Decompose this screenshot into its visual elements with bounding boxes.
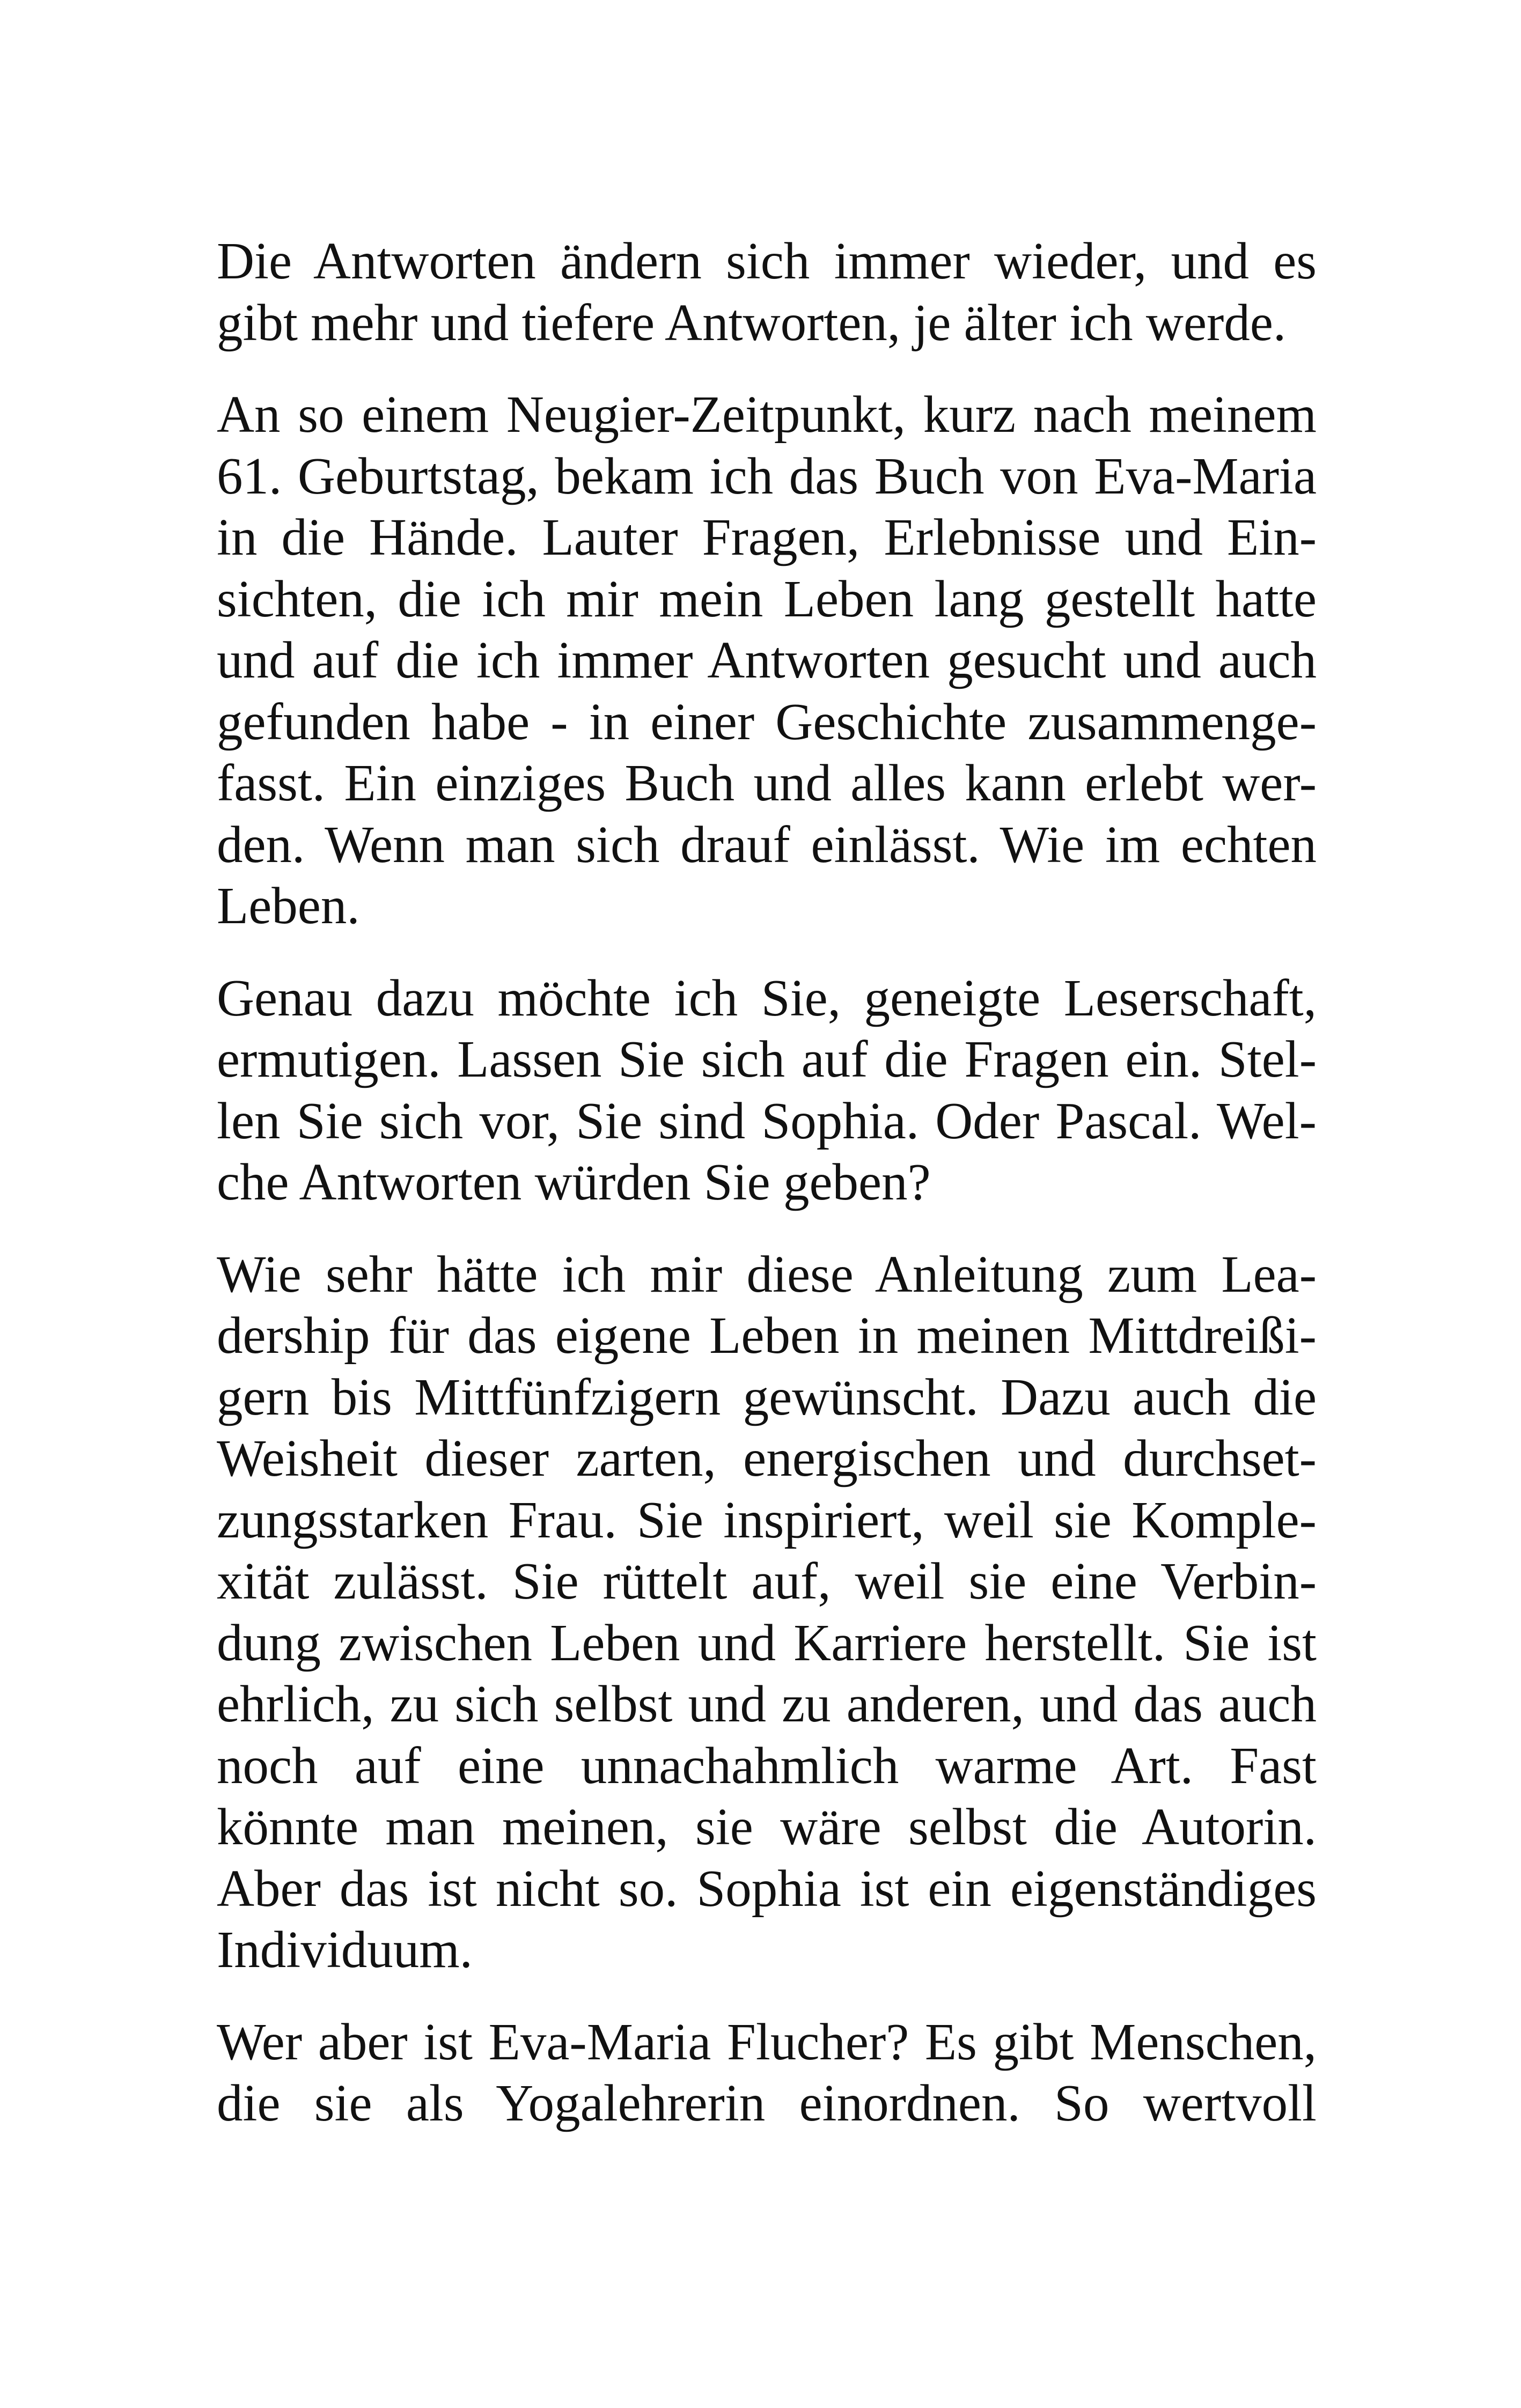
text-line: len Sie sich vor, Sie sind Sophia. Oder Pascal. Wel-	[217, 1092, 1317, 1150]
body-text	[217, 231, 1317, 2165]
paragraph-5	[217, 2012, 1317, 2134]
text-line: Genau dazu möchte ich Sie, geneigte Leserschaft,	[217, 969, 1317, 1027]
text-line: Individuum.	[217, 1921, 473, 1978]
text-line: Die Antworten ändern sich immer wieder, und es	[217, 232, 1317, 290]
text-line: 61. Geburtstag, bekam ich das Buch von Eva-Maria	[217, 447, 1317, 505]
text-line: in die Hände. Lauter Fragen, Erlebnisse und Ein-	[217, 509, 1317, 566]
paragraph-3	[217, 968, 1317, 1213]
text-line: und auf die ich immer Antworten gesucht und auch	[217, 631, 1317, 689]
text-line: Aber das ist nicht so. Sophia ist ein eigenständiges	[217, 1859, 1317, 1917]
text-line: ehrlich, zu sich selbst und zu anderen, und das auch	[217, 1675, 1317, 1733]
text-line: che Antworten würden Sie geben?	[217, 1153, 931, 1211]
text-line: dership für das eigene Leben in meinen Mittdreißi-	[217, 1307, 1317, 1364]
text-line: sichten, die ich mir mein Leben lang gestellt hatte	[217, 570, 1317, 628]
text-line: noch auf eine unnachahmlich warme Art. Fast	[217, 1736, 1317, 1794]
text-line: Leben.	[217, 877, 360, 934]
paragraph-1	[217, 231, 1317, 354]
text-line: die sie als Yogalehrerin einordnen. So wertvoll	[217, 2074, 1317, 2132]
text-line: fasst. Ein einziges Buch und alles kann erlebt wer-	[217, 754, 1317, 812]
text-line: An so einem Neugier-Zeitpunkt, kurz nach meinem	[217, 386, 1317, 443]
text-line: ermutigen. Lassen Sie sich auf die Fragen ein. Stel-	[217, 1030, 1317, 1088]
paragraph-2	[217, 384, 1317, 937]
text-line: den. Wenn man sich drauf einlässt. Wie im echten	[217, 815, 1317, 873]
text-line: zungsstarken Frau. Sie inspiriert, weil sie Komple-	[217, 1491, 1317, 1549]
text-line: xität zulässt. Sie rüttelt auf, weil sie eine Verbin-	[217, 1552, 1317, 1610]
text-line: Wer aber ist Eva-Maria Flucher? Es gibt Menschen,	[217, 2013, 1317, 2071]
text-line: dung zwischen Leben und Karriere herstellt. Sie ist	[217, 1614, 1317, 1671]
text-line: Weisheit dieser zarten, energischen und durchset-	[217, 1430, 1317, 1487]
text-line: Wie sehr hätte ich mir diese Anleitung zum Lea-	[217, 1245, 1317, 1303]
text-line: könnte man meinen, sie wäre selbst die Autorin.	[217, 1798, 1317, 1855]
text-line: gern bis Mittfünfzigern gewünscht. Dazu auch die	[217, 1368, 1317, 1426]
text-line: gefunden habe - in einer Geschichte zusammenge-	[217, 693, 1317, 750]
text-line: gibt mehr und tiefere Antworten, je älter ich werde.	[217, 293, 1287, 351]
paragraph-4	[217, 1244, 1317, 1981]
